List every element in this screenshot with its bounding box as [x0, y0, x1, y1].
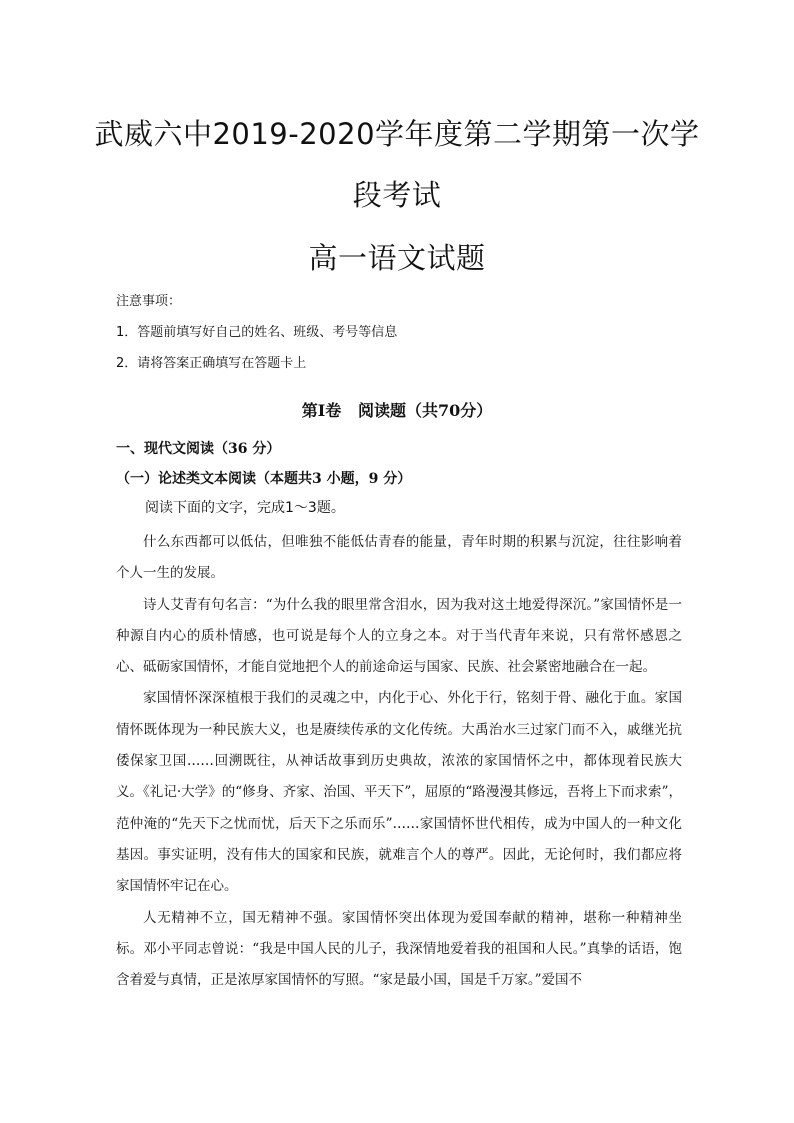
passage-paragraph-2: 诗人艾青有句名言：“为什么我的眼里常含泪水，因为我对这土地爱得深沉。”家国情怀是一种源自内心的质朴情感，也可说是每个人的立身之本。对于当代青年来说，只有常怀感恩之心、砥砺家国情怀，才能自觉地把个人的前途命运与国家、民族、社会紧密地融合在一起。 [116, 596, 682, 676]
part-title: 第Ⅰ卷 阅读题（共70分） [301, 401, 493, 420]
reading-instruction: 阅读下面的文字，完成1～3题。 [145, 500, 345, 516]
notice-heading: 注意事项： [116, 294, 182, 309]
notice-item-2: 2．请将答案正确填写在答题卡上 [116, 356, 307, 371]
reading-passage [116, 527, 682, 996]
notice-item-1: 1．答题前填写好自己的姓名、班级、考号等信息 [116, 325, 398, 340]
passage-paragraph-4: 人无精神不立，国无精神不强。家国情怀突出体现为爱国奉献的精神，堪称一种精神坐标。邓小平同志曾说：“我是中国人民的儿子，我深情地爱着我的祖国和人民。”真挚的话语，饱含着爱与真情，正是浓厚家国情怀的写照。“家是最小国，国是千万家。”爱国不 [116, 909, 682, 989]
section-title: 一、现代文阅读（36 分） [116, 441, 281, 457]
passage-paragraph-3: 家国情怀深深植根于我们的灵魂之中，内化于心、外化于行，铭刻于骨、融化于血。家国情怀既体现为一种民族大义，也是赓续传承的文化传统。大禹治水三过家门而不入，戚继光抗倭保家卫国……回溯既往，从神话故事到历史典故，浓浓的家国情怀之中，都体现着民族大义。《礼记·大学》的“修身、齐家、治国、平天下”，屈原的“路漫漫其修远，吾将上下而求索”，范仲淹的“先天下之忧而忧，后天下之乐而乐”……家国情怀世代相传，成为中国人的一种文化基因。事实证明，没有伟大的国家和民族，就难言个人的尊严。因此，无论何时，我们都应将家国情怀牢记在心。 [116, 690, 682, 895]
exam-title-line2: 段考试 [352, 178, 442, 212]
exam-title-line1: 武威六中2019-2020学年度第二学期第一次学 [94, 117, 700, 151]
exam-subject-title: 高一语文试题 [308, 241, 486, 275]
subsection-title: （一）论述类文本阅读（本题共3 小题，9 分） [116, 471, 412, 487]
passage-paragraph-1: 什么东西都可以低估，但唯独不能低估青春的能量，青年时期的积累与沉淀，往往影响着个人一生的发展。 [116, 534, 682, 582]
